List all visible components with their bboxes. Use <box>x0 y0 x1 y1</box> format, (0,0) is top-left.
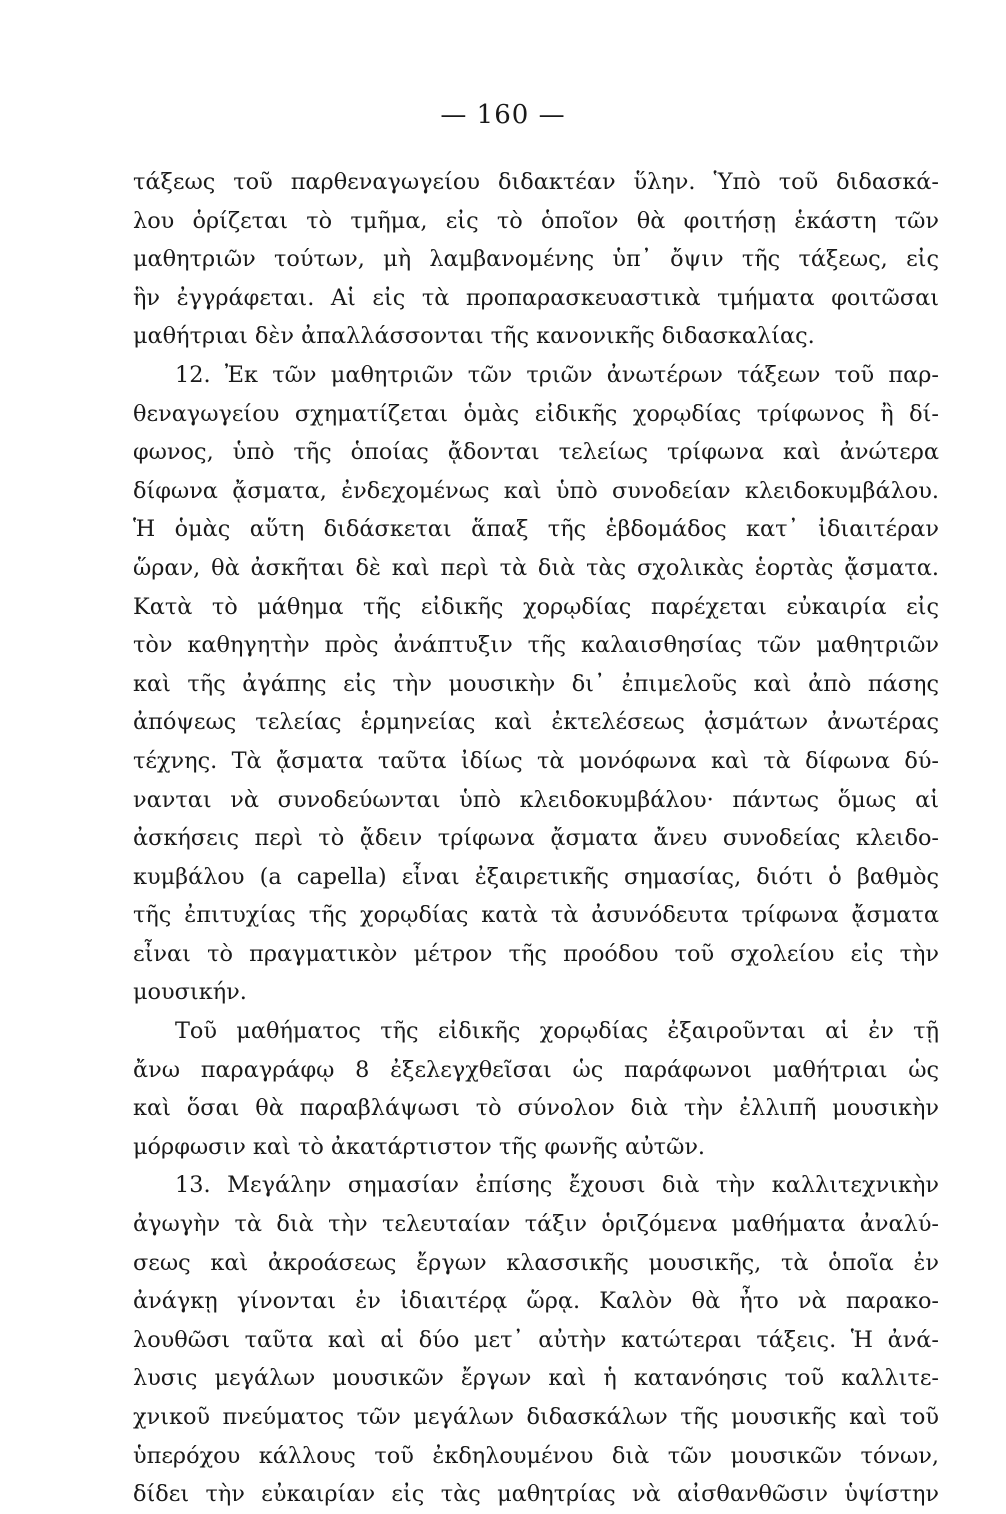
text-line: ἄνω παραγράφῳ 8 ἐξελεγχθεῖσαι ὡς παράφωνοι μαθήτριαι ὡς <box>133 1056 939 1083</box>
text-line: ὑπερόχου κάλλους τοῦ ἐκδηλουμένου διὰ τῶν μουσικῶν τόνων, <box>133 1442 939 1469</box>
text-line: Κατὰ τὸ μάθημα τῆς εἰδικῆς χορῳδίας παρέχεται εὐκαιρία εἰς <box>133 593 939 620</box>
text-line: ἀπόψεως τελείας ἑρμηνείας καὶ ἐκτελέσεως ᾀσμάτων ἀνωτέρας <box>133 709 939 736</box>
text-line: μαθητριῶν τούτων, μὴ λαμβανομένης ὑπ᾽ ὄψιν τῆς τάξεως, εἰς <box>133 246 939 273</box>
text-line: νανται νὰ συνοδεύωνται ὑπὸ κλειδοκυμβάλου· πάντως ὅμως αἱ <box>133 786 939 813</box>
text-line: εἶναι τὸ πραγματικὸν μέτρον τῆς προόδου τοῦ σχολείου εἰς τὴν <box>133 940 939 967</box>
text-line: μαθήτριαι δὲν ἀπαλλάσσονται τῆς κανονικῆς διδασκαλίας. <box>133 323 815 350</box>
text-line: 13. Μεγάλην σημασίαν ἐπίσης ἔχουσι διὰ τὴν καλλιτεχνικὴν <box>175 1172 939 1199</box>
text-line: τέχνης. Τὰ ᾄσματα ταῦτα ἰδίως τὰ μονόφωνα καὶ τὰ δίφωνα δύ- <box>133 747 939 774</box>
text-line: ἀσκήσεις περὶ τὸ ᾄδειν τρίφωνα ᾄσματα ἄνευ συνοδείας κλειδο- <box>133 825 939 852</box>
text-line: λου ὁρίζεται τὸ τμῆμα, εἰς τὸ ὁποῖον θὰ φοιτήσῃ ἑκάστη τῶν <box>133 207 939 234</box>
page-number: — 160 — <box>440 100 566 130</box>
text-line: καὶ τῆς ἀγάπης εἰς τὴν μουσικὴν δι᾽ ἐπιμελοῦς καὶ ἀπὸ πάσης <box>133 670 939 697</box>
text-line: ἀνάγκῃ γίνονται ἐν ἰδιαιτέρᾳ ὥρᾳ. Καλὸν θὰ ἦτο νὰ παρακο- <box>133 1288 939 1315</box>
paragraph-12 <box>133 356 939 1012</box>
text-line: λυσις μεγάλων μουσικῶν ἔργων καὶ ἡ κατανόησις τοῦ καλλιτε- <box>133 1365 939 1392</box>
paragraph-exemptions <box>133 1012 939 1166</box>
text-line: ὥραν, θὰ ἀσκῆται δὲ καὶ περὶ τὰ διὰ τὰς σχολικὰς ἑορτὰς ᾄσματα. <box>133 554 939 581</box>
text-line: ἣν ἐγγράφεται. Αἱ εἰς τὰ προπαρασκευαστικὰ τμήματα φοιτῶσαι <box>133 284 939 311</box>
text-line: Ἡ ὁμὰς αὕτη διδάσκεται ἅπαξ τῆς ἑβδομάδος κατ᾽ ἰδιαιτέραν <box>133 516 939 543</box>
text-line: μουσικήν. <box>133 979 247 1006</box>
text-line: χνικοῦ πνεύματος τῶν μεγάλων διδασκάλων τῆς μουσικῆς καὶ τοῦ <box>133 1404 939 1430</box>
text-line: μόρφωσιν καὶ τὸ ἀκατάρτιστον τῆς φωνῆς αὐτῶν. <box>133 1133 706 1160</box>
text-line: δίδει τὴν εὐκαιρίαν εἰς τὰς μαθητρίας νὰ αἰσθανθῶσιν ὑψίστην <box>133 1481 939 1508</box>
text-line: τάξεως τοῦ παρθεναγωγείου διδακτέαν ὕλην. Ὑπὸ τοῦ διδασκά- <box>133 169 939 195</box>
text-line: τῆς ἐπιτυχίας τῆς χορῳδίας κατὰ τὰ ἀσυνόδευτα τρίφωνα ᾄσματα <box>133 902 939 929</box>
paragraph-13 <box>133 1166 939 1513</box>
text-line: κυμβάλου (a capella) εἶναι ἐξαιρετικῆς σημασίας, διότι ὁ βαθμὸς <box>133 863 939 890</box>
text-line: τὸν καθηγητὴν πρὸς ἀνάπτυξιν τῆς καλαισθησίας τῶν μαθητριῶν <box>133 632 939 659</box>
text-line: 12. Ἐκ τῶν μαθητριῶν τῶν τριῶν ἀνωτέρων τάξεων τοῦ παρ- <box>175 361 939 388</box>
text-line: δίφωνα ᾄσματα, ἐνδεχομένως καὶ ὑπὸ συνοδείαν κλειδοκυμβάλου. <box>133 477 939 504</box>
text-line: ἀγωγὴν τὰ διὰ τὴν τελευταίαν τάξιν ὁριζόμενα μαθήματα ἀναλύ- <box>133 1211 939 1238</box>
text-line: φωνος, ὑπὸ τῆς ὁποίας ᾄδονται τελείως τρίφωνα καὶ ἀνώτερα <box>133 439 939 466</box>
text-line: θεναγωγείου σχηματίζεται ὁμὰς εἰδικῆς χορῳδίας τρίφωνος ἢ δί- <box>133 400 939 427</box>
text-line: λουθῶσι ταῦτα καὶ αἱ δύο μετ᾽ αὐτὴν κατώτεραι τάξεις. Ἡ ἀνά- <box>133 1326 939 1353</box>
paragraph-continuation <box>133 163 939 356</box>
text-line: σεως καὶ ἀκροάσεως ἔργων κλασσικῆς μουσικῆς, τὰ ὁποῖα ἐν <box>133 1249 939 1276</box>
body-text <box>133 163 939 1514</box>
text-line: Τοῦ μαθήματος τῆς εἰδικῆς χορῳδίας ἐξαιροῦνται αἱ ἐν τῇ <box>175 1018 939 1045</box>
text-line: καὶ ὅσαι θὰ παραβλάψωσι τὸ σύνολον διὰ τὴν ἐλλιπῆ μουσικὴν <box>133 1095 939 1122</box>
